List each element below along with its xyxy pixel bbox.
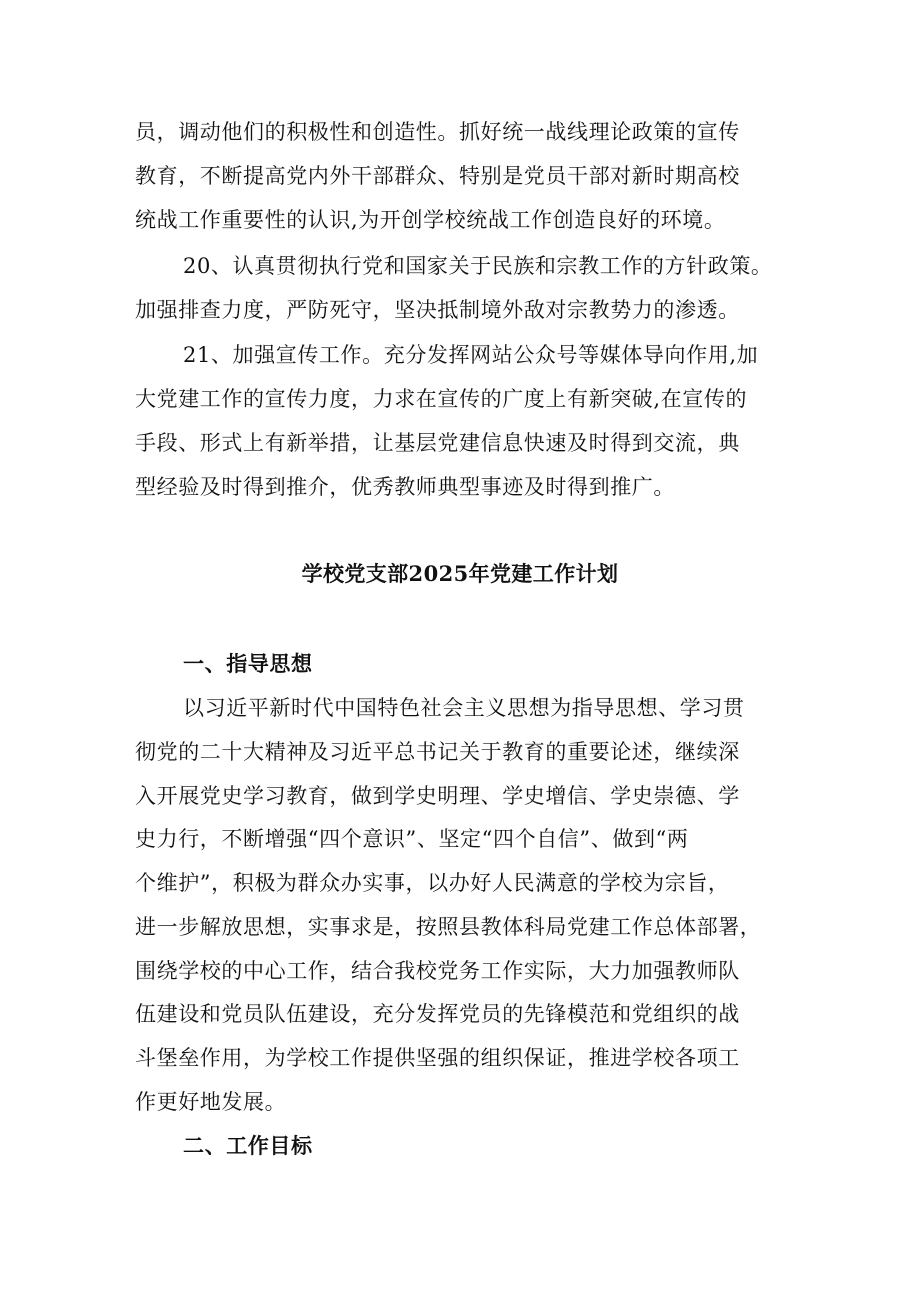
section-heading-guiding-ideology: 一、指导思想 xyxy=(183,651,313,676)
paragraph-line: 型经验及时得到推介，优秀教师典型事迹及时得到推广。 xyxy=(135,475,675,499)
paragraph-line: 入开展党史学习教育，做到学史明理、学史增信、学史崇德、学 xyxy=(135,784,740,808)
document-title: 学校党支部2025年党建工作计划 xyxy=(301,561,619,586)
paragraph-line: 手段、形式上有新举措，让基层党建信息快速及时得到交流，典 xyxy=(135,431,740,455)
paragraph-line: 围绕学校的中心工作，结合我校党务工作实际，大力加强教师队 xyxy=(135,959,740,983)
paragraph-line: 作更好地发展。 xyxy=(135,1090,287,1114)
paragraph-line: 加强排查力度，严防死守，坚决抵制境外敌对宗教势力的渗透。 xyxy=(135,298,740,322)
guiding-first-line: 以习近平新时代中国特色社会主义思想为指导思想、学习贯 xyxy=(183,696,745,720)
paragraph-line: 大党建工作的宣传力度，力求在宣传的广度上有新突破,在宣传的 xyxy=(135,387,748,411)
paragraph-line: 统战工作重要性的认识,为开创学校统战工作创造良好的环境。 xyxy=(135,208,726,232)
paragraph-line: 员，调动他们的积极性和创造性。抓好统一战线理论政策的宣传 xyxy=(135,120,740,144)
paragraph-line: 教育，不断提高党内外干部群众、特别是党员干部对新时期高校 xyxy=(135,164,740,188)
paragraph-line: 斗堡垒作用，为学校工作提供坚强的组织保证，推进学校各项工 xyxy=(135,1046,740,1070)
paragraph-line: 个维护”，积极为群众办实事，以办好人民满意的学校为宗旨， xyxy=(135,871,730,895)
paragraph-line: 史力行，不断增强“四个意识”、坚定“四个自信”、做到“两 xyxy=(135,827,689,851)
item-20-first-line: 20、认真贯彻执行党和国家关于民族和宗教工作的方针政策。 xyxy=(183,254,773,278)
paragraph-line: 进一步解放思想，实事求是，按照县教体科局党建工作总体部署， xyxy=(135,915,762,939)
paragraph-line: 彻党的二十大精神及习近平总书记关于教育的重要论述，继续深 xyxy=(135,740,740,764)
paragraph-line: 伍建设和党员队伍建设，充分发挥党员的先锋模范和党组织的战 xyxy=(135,1002,740,1026)
item-21-first-line: 21、加强宣传工作。充分发挥网站公众号等媒体导向作用,加 xyxy=(183,343,759,367)
section-heading-work-goals: 二、工作目标 xyxy=(183,1133,313,1158)
